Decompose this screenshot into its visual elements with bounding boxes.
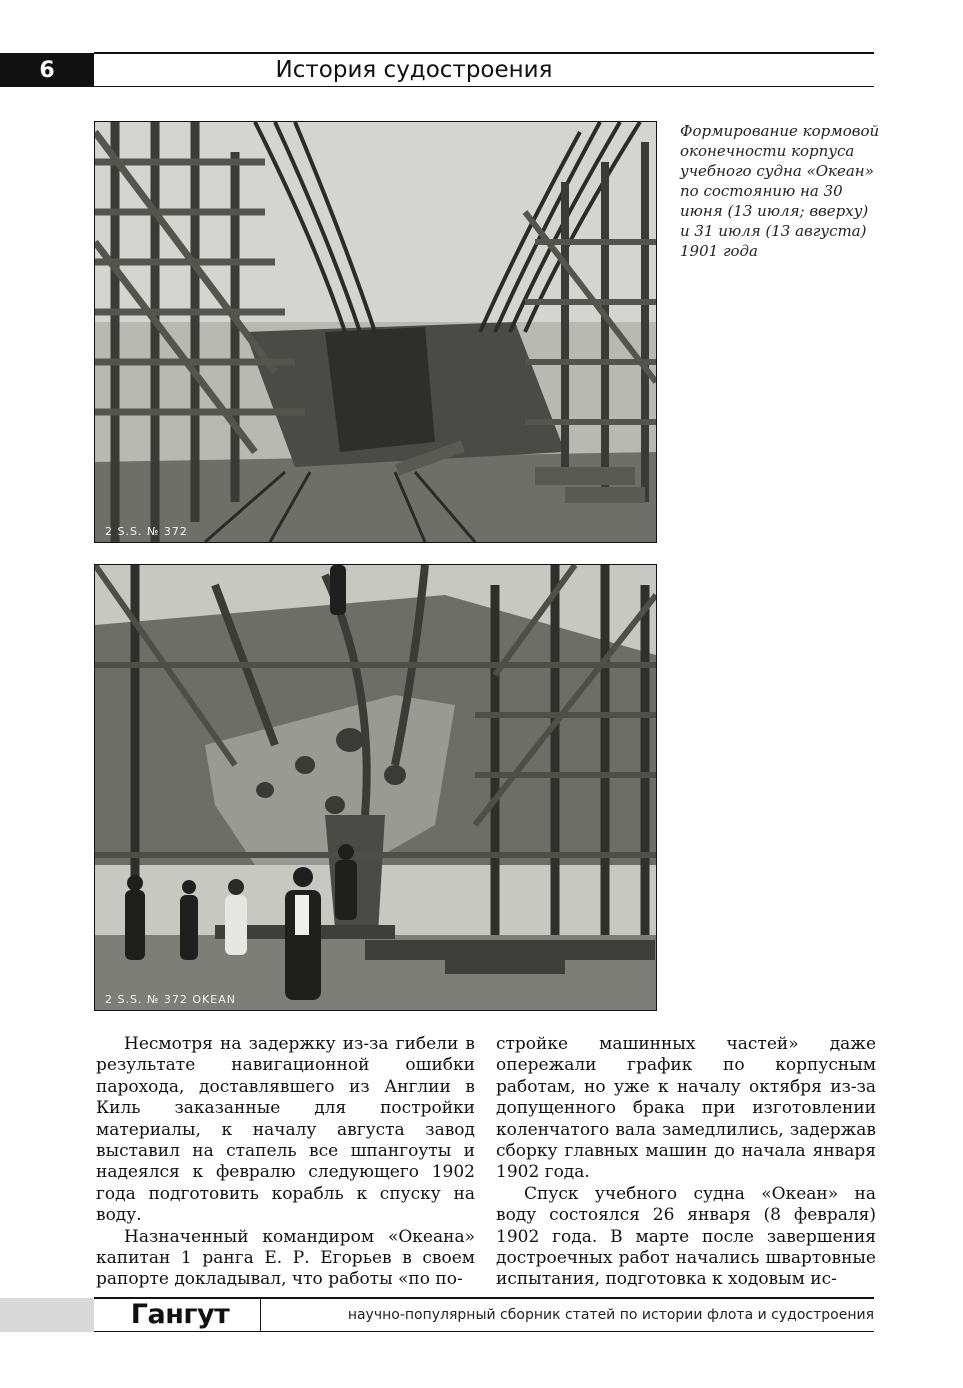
- section-title: История судостроения: [275, 57, 553, 83]
- footer-separator: [260, 1299, 261, 1331]
- text-column-left: [96, 1034, 475, 1291]
- paragraph: Несмотря на задержку из-за гибели в результате навигационной ошибки парохода, доставлявшего из Англии в Киль заказанные для постройки материалы, к началу августа завод выставил на стапель все шпангоуты и надеялся к февралю следующего 1902 года подготовить корабль к спуску на воду.: [96, 1034, 475, 1226]
- page-number: 6: [0, 53, 94, 87]
- photo-stern-frame-july-image: [95, 565, 656, 1010]
- photo-stern-frame-july: [94, 564, 657, 1011]
- footer-rule-bottom: [94, 1331, 874, 1332]
- photo-marking: 2 S.S. № 372: [105, 525, 188, 538]
- footer-box: [0, 1298, 94, 1332]
- paragraph: Назначенный командиром «Океана» капитан 1 ранга Е. Р. Егорьев в своем рапорте докладывал, что работы «по по-: [96, 1226, 475, 1290]
- publication-logo: Гангут: [130, 1299, 230, 1330]
- paragraph: Спуск учебного судна «Океан» на воду состоялся 26 января (8 февраля) 1902 года. В марте после завершения достроечных работ начались швартовные испытания, подготовка к ходовым ис-: [496, 1183, 876, 1290]
- text-column-right: [496, 1034, 876, 1291]
- photo-marking: 2 S.S. № 372 OKEAN: [105, 993, 236, 1006]
- photo-caption: Формирование кормовой оконечности корпуса учебного судна «Океан» по состоянию на 30 июня (13 июля; вверху) и 31 июля (13 августа) 1901 года: [680, 122, 880, 260]
- paragraph-continuation: стройке машинных частей» даже опережали график по корпусным работам, но уже к началу октября из-за допущенного брака при изготовлении коленчатого вала замедлились, задержав сборку главных машин до начала января 1902 года.: [496, 1034, 876, 1183]
- photo-stern-framing-june-image: [95, 122, 656, 542]
- publication-tagline: научно-популярный сборник статей по истории флота и судостроения: [347, 1307, 874, 1323]
- header-rule-bottom: [94, 86, 874, 87]
- photo-stern-framing-june: [94, 121, 657, 543]
